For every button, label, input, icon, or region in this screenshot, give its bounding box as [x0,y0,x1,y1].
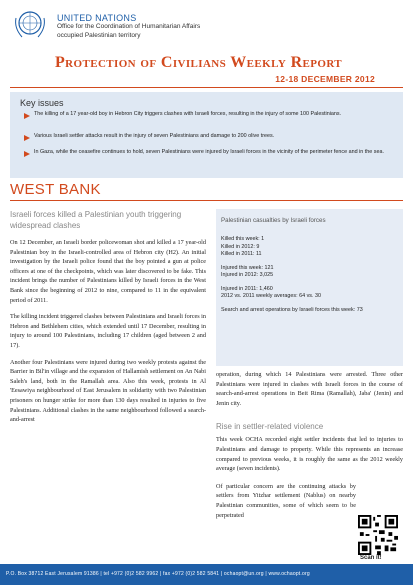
stat-line: 2012 vs. 2011 weekly averages: 64 vs. 30 [221,293,321,299]
org-name: UNITED NATIONS [57,13,137,23]
left-subheading: Israeli forces killed a Palestinian youth triggering widespread clashes [10,210,182,230]
section-heading: WEST BANK [10,181,101,198]
casualties-box [216,209,403,366]
report-title: Protection of Civilians Weekly Report [55,54,343,71]
key-issues-panel [10,92,403,178]
bullet-arrow-icon [24,135,30,141]
right-column [216,370,403,520]
qr-code-icon[interactable] [358,515,398,555]
stat-line: Killed in 2012: 9 [221,243,260,250]
body-paragraph: Of particular concern are the continuing attacks by settlers from Yitzhar settlement (Nablus) on nearby Palestinian communities, some of which seem to be perpetrated [216,482,356,519]
casualties-box-title: Palestinian casualties by Israeli forces [221,217,326,224]
left-column [10,209,206,425]
key-issue-item: In Gaza, while the ceasefire continues to hold, seven Palestinians were injured by Israeli forces in the vicinity of the perimeter fence and in the sea. [34,149,384,155]
bullet-arrow-icon [24,151,30,157]
stat-line: Killed this week: 1 [221,236,265,242]
un-emblem-icon [10,8,50,42]
title-divider [10,87,403,88]
key-issue-item: The killing of a 17 year-old boy in Hebron City triggers clashes with Israeli forces, resulting in the injury of some 100 Palestinians. [34,111,342,117]
body-paragraph: operation, during which 14 Palestinians were arrested. Three other Palestinians were injured in clashes with Israeli forces in the course of search-and-arrest operations in Beit Rima (Ramallah), Jaba' (Jenin) and Jenin city. [216,371,403,407]
key-issues-heading: Key issues [20,98,64,108]
page-footer [0,564,413,585]
stat-line: Injured in 2012: 3,025 [221,272,274,278]
footer-contact: P.O. Box 38712 East Jerusalem 91386 | tel +972 (0)2 582 9962 | fax +972 (0)2 582 5841 | ochaopt@un.org | www.ochaopt.org [6,571,310,577]
body-paragraph: This week OCHA recorded eight settler incidents that led to injuries to Palestinians and damage to property. While this represents an increase compared to previous weeks, it is roughly the same as the 2012 weekly average (seven incidents). [216,436,403,473]
key-issue-item: Various Israeli settler attacks result in the injury of seven Palestinians and damage to 200 olive trees. [34,133,275,139]
org-subtitle: Office for the Coordination of Humanitarian Affairs [57,23,201,30]
section-divider [10,200,403,201]
page-header [0,0,413,52]
bullet-arrow-icon [24,113,30,119]
body-paragraph: On 12 December, an Israeli border policewoman shot and killed a 17 year-old Palestinian boy in the Israeli-controlled area of Hebron city (H2). An initial investigation by the Israeli police found that the boy pointed a gun at police officers at one of the checkpoints, which was later discovered to be fake. This incident brings the number of Palestinians killed by Israeli forces in the West Bank since the beginning of 2012 to nine, compared to 11 in the equivalent period of 2011. [10,239,206,304]
stat-line: Killed in 2011: 11 [221,251,262,257]
stat-line: Search and arrest operations by Israeli forces this week: 73 [221,306,363,313]
org-region: occupied Palestinian territory [57,32,141,39]
stat-line: Injured this week: 121 [221,264,274,271]
body-paragraph: The killing incident triggered clashes between Palestinians and Israeli forces in Hebron and Bethlehem cities, which extended until 17 December, resulting in injury to around 100 Palestinians, including 17 children (aged between 2 and 17). [10,313,206,349]
stat-line: Injured in 2011: 1,460 [221,285,273,292]
body-paragraph: Another four Palestinians were injured during two weekly protests against the Barrier in Bil'in village and the expansion of Hallamish settlement on An Nabi Saleh's land, both in the Ramallah area. Also this week, protests in Al 'Eesawiya neighbourhood of East Jerusalem in solidarity with two Palestinian prisoners on hunger strike for more than 130 days resulted in injuries to five Palestinians. Additional clashes in the same neighbourhood followed a search-and-arrest [10,358,206,424]
report-date: 12-18 DECEMBER 2012 [275,74,375,84]
scan-label: Scan it! [360,555,382,561]
right-subheading: Rise in settler-related violence [216,422,324,432]
